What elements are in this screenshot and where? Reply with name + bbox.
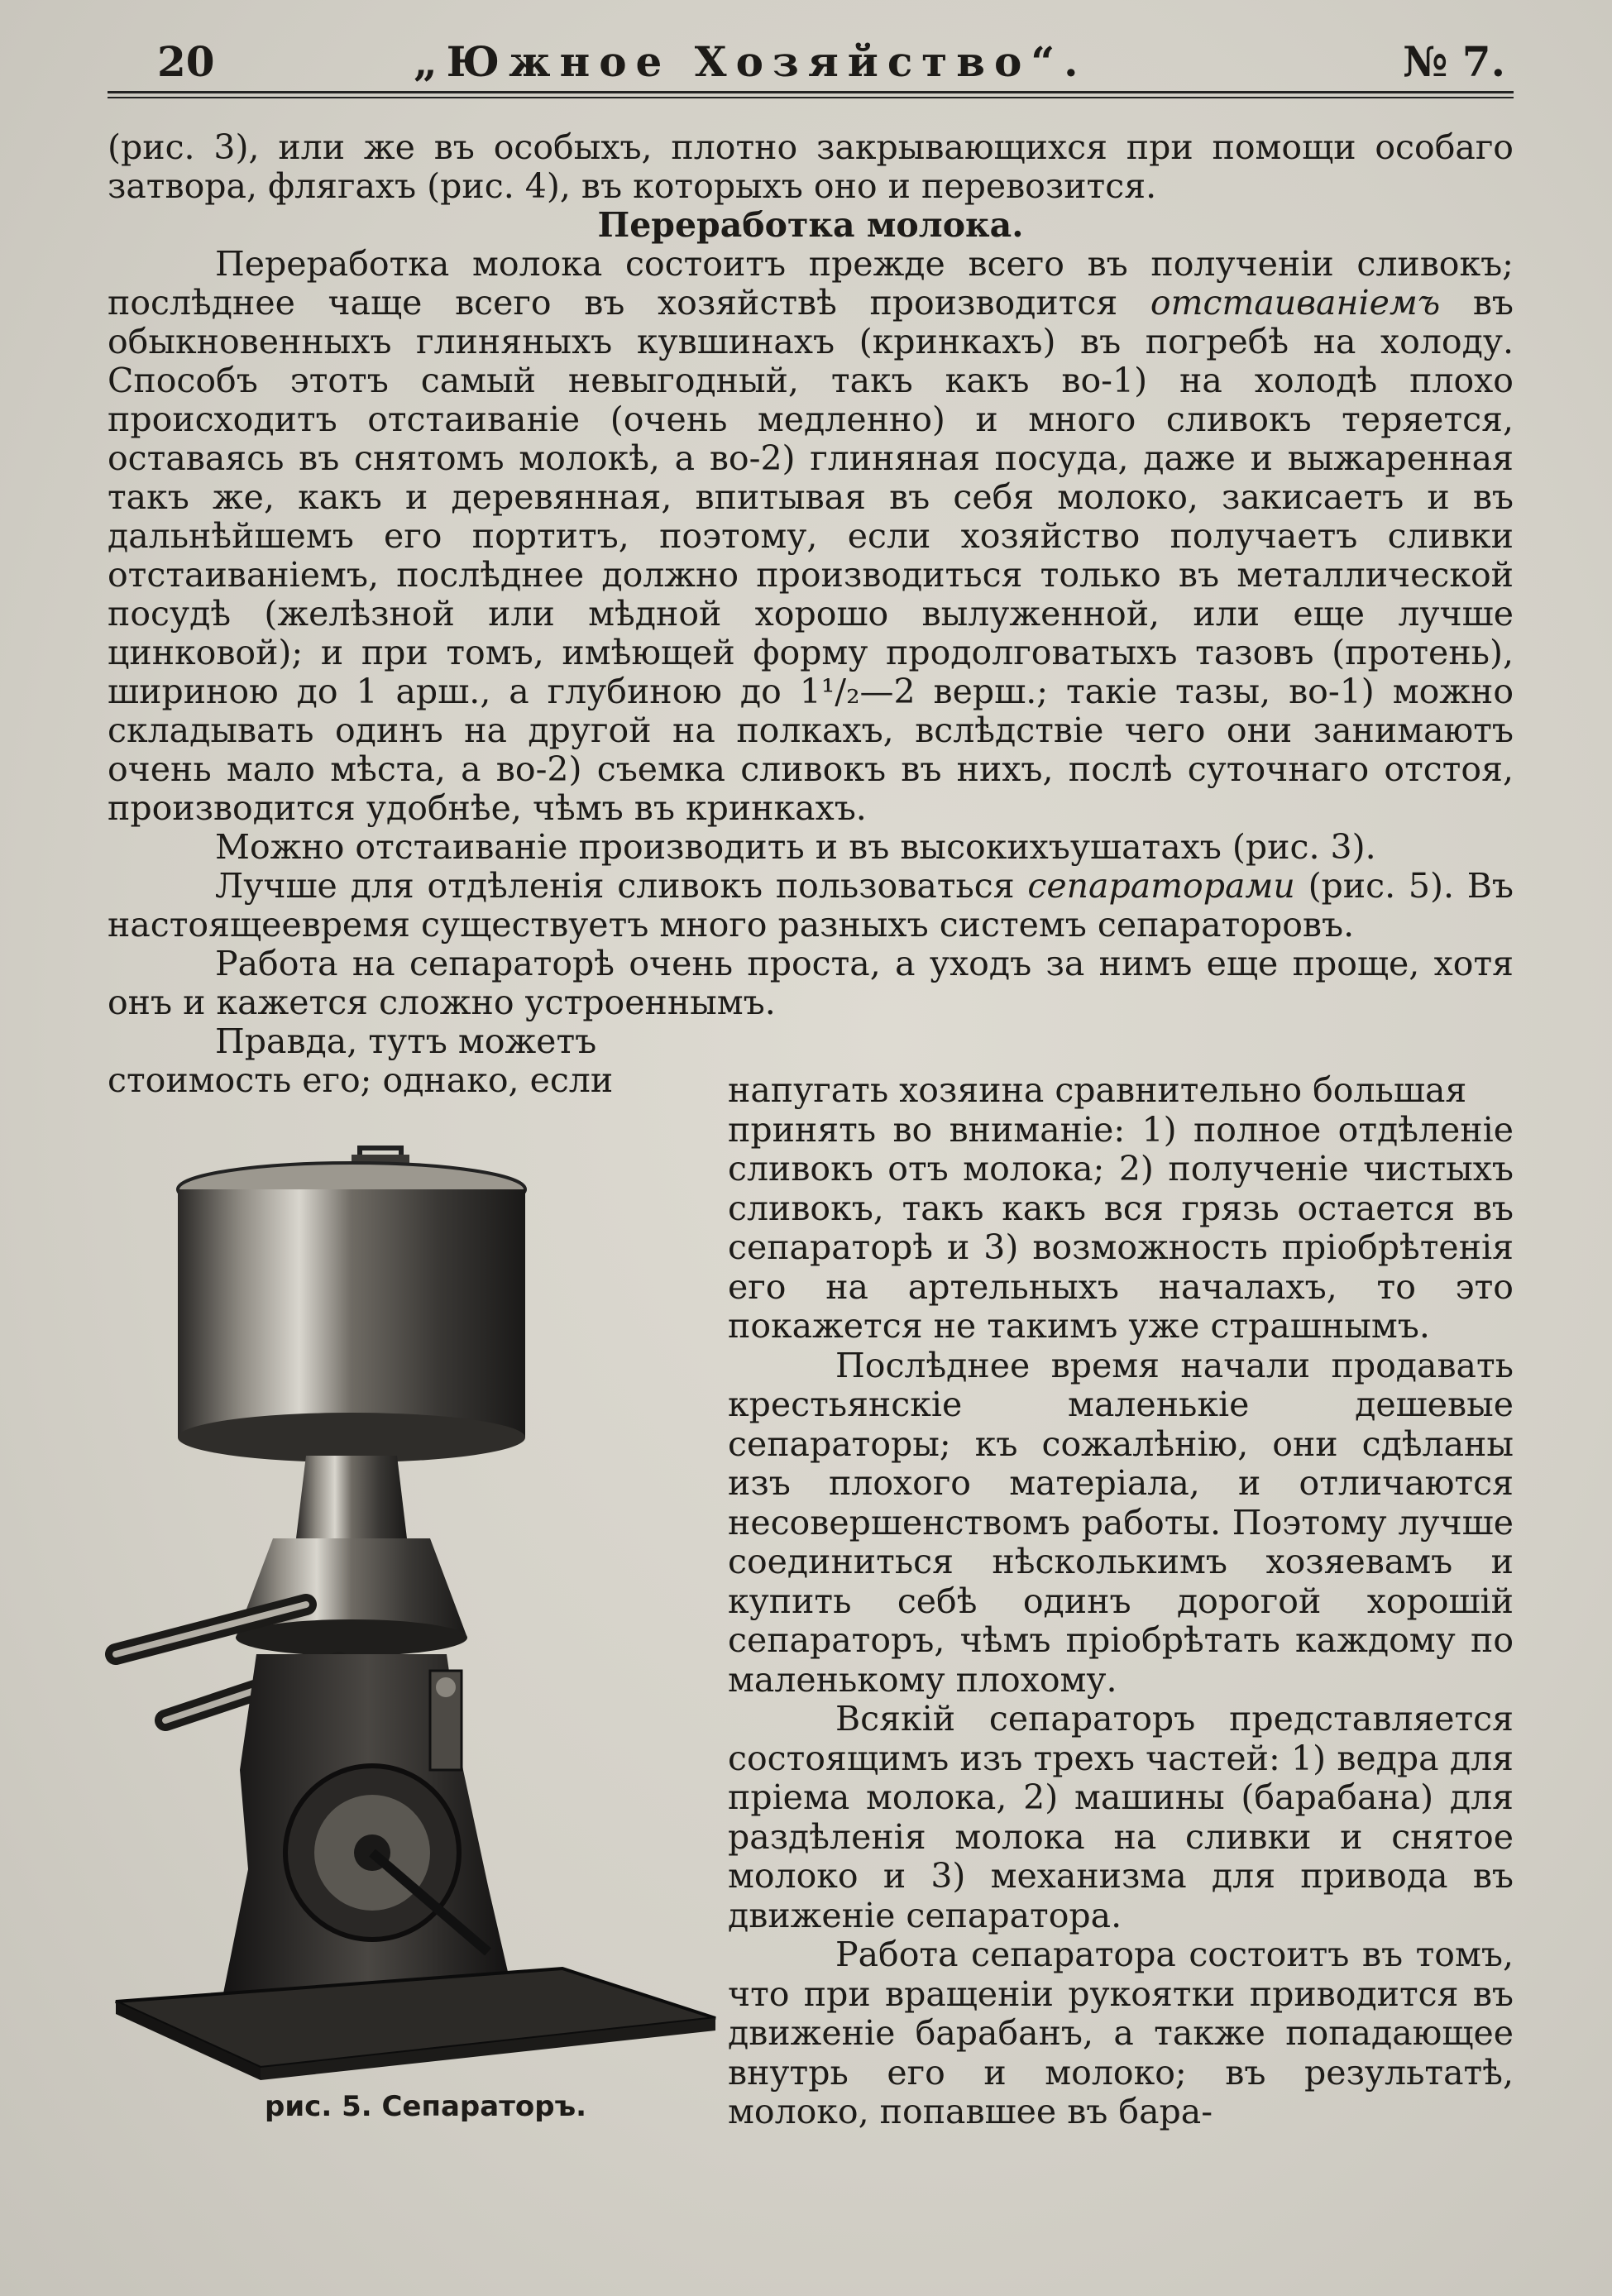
paragraph [108,867,1514,945]
paragraph-text: Переработка молока состоитъ прежде всего въ полученiи сливокъ; послѣднее чаще всего въ хозяйствѣ производится [108,244,1514,323]
paragraph: принять во вниманiе: 1) полное отдѣленiе сливокъ отъ молока; 2) полученiе чистыхъ сливокъ, такъ какъ вся грязь остается въ сепараторѣ и 3) возможность прiобрѣтенiя его на артельныхъ началахъ, то это покажется не такимъ уже страшнымъ. [728,1109,1514,1346]
paragraph: Можно отстаиванiе производить и въ высокихъушатахъ (рис. 3). [215,827,1376,867]
issue-number: № 7. [1403,37,1505,86]
page-number: 20 [157,37,215,86]
italic-term: сепараторами [1027,866,1295,906]
paragraph: напугать хозяина сравнительно большая [728,1070,1467,1110]
paragraph-left-line: стоимость его; однако, если [108,1060,614,1100]
paragraph-left-line: Правда, тутъ можетъ [215,1021,597,1061]
paragraph: Работа сепаратора состоитъ въ томъ, что при вращенiи рукоятки приводится въ движенiе барабанъ, а также попадающее внутрь его и молоко; въ результатѣ, молоко, попавшее въ бара- [728,1935,1514,2131]
milk-separator-illustration [99,1141,728,2084]
paragraph: (рис. 3), или же въ особыхъ, плотно закрывающихся при помощи особаго затвора, флягахъ (рис. 4), въ которыхъ оно и перевозится. [108,127,1514,206]
paragraph-text: (рис. 5). Въ настоящеевремя существуетъ много разныхъ системъ сепараторовъ. [108,866,1514,945]
section-heading: Переработка молока. [597,205,1024,245]
header-rule-thin [108,97,1514,98]
paragraph [108,245,1514,828]
figure-caption: рис. 5. Сепараторъ. [265,2090,587,2123]
separator-figure [99,1141,728,2109]
paragraph-text: въ обыкновенныхъ глиняныхъ кувшинахъ (кринкахъ) въ погребѣ на холоду. Способъ этотъ самый невыгодный, такъ какъ во-1) на холодѣ плохо происходитъ отстаиванiе (очень медленно) и много сливокъ теряется, оставаясь въ снятомъ молокѣ, а во-2) глиняная посуда, даже и выжаренная такъ же, какъ и деревянная, впитывая въ себя молоко, закисаетъ и въ дальнѣйшемъ его портитъ, поэтому, если хозяйство получаетъ сливки отстаиванiемъ, послѣднее должно производиться только въ металлической посудѣ (желѣзной или мѣдной хорошо вылуженной, или еще лучше цинковой); и при томъ, имѣющей форму продолговатыхъ тазовъ (протень), шириною до 1 арш., а глубиною до 1¹/₂—2 верш.; такiе тазы, во-1) можно складывать одинъ на другой на полкахъ, вслѣдствiе чего они занимаютъ очень мало мѣста, а во-2) съемка сливокъ въ нихъ, послѣ суточнаго отстоя, производится удобнѣе, чѣмъ въ кринкахъ. [108,283,1514,828]
italic-term: отстаиванiемъ [1150,283,1441,323]
paragraph: Послѣднее время начали продавать крестьянскiе маленькiе дешевые сепараторы; къ сожалѣнiю, они сдѣланы изъ плохого матерiала, и отличаются несовершенствомъ работы. Поэтому лучше соединиться нѣсколькимъ хозяевамъ и купить себѣ одинъ дорогой хорошiй сепараторъ, чѣмъ прiобрѣтать каждому по маленькому плохому. [728,1345,1514,1700]
paragraph: Работа на сепараторѣ очень проста, а уходъ за нимъ еще проще, хотя онъ и кажется сложно устроеннымъ. [108,944,1514,1022]
header-rule [108,91,1514,93]
paragraph-text: Лучше для отдѣленiя сливокъ пользоваться [215,866,1028,906]
journal-title: „Южное Хозяйство“. [414,37,1088,86]
body-text [108,128,1514,1100]
paragraph: Всякiй сепараторъ представляется состоящимъ изъ трехъ частей: 1) ведра для прiема молока, 2) машины (барабана) для раздѣленiя молока на сливки и снятое молоко и 3) механизма для привода въ движенiе сепаратора. [728,1699,1514,1935]
page-header [124,33,1522,91]
right-column-text [728,1071,1514,2132]
